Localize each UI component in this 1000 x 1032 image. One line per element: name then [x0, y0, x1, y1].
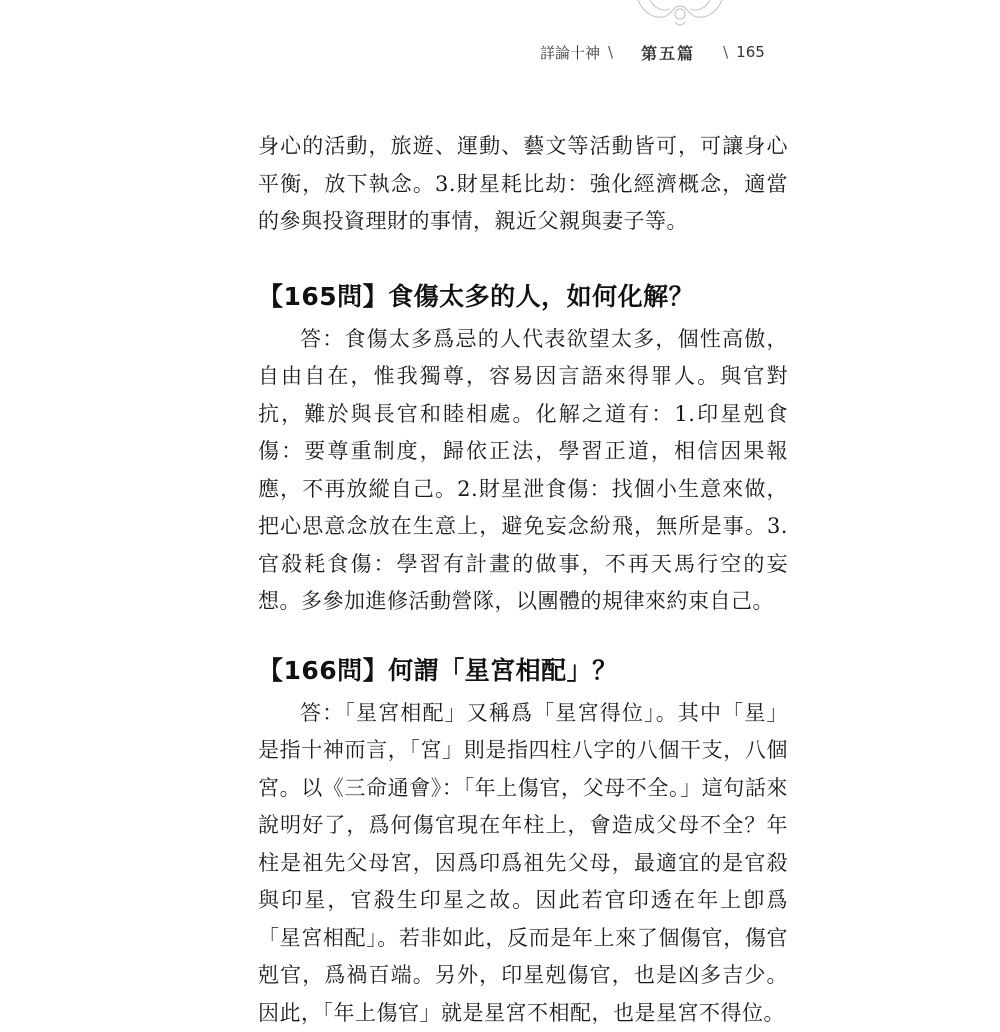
page-number: 165: [736, 43, 765, 61]
intro-paragraph: 身心的活動，旅遊、運動、藝文等活動皆可，可讓身心平衡，放下執念。3.財星耗比劫：強化經濟概念，適當的參與投資理財的事情，親近父親與妻子等。: [258, 128, 788, 241]
header-separator-2: \: [723, 43, 728, 61]
part-title: 第五篇: [641, 41, 695, 64]
question-166-answer: 答：「星宮相配」又稱爲「星宮得位」。其中「星」是指十神而言，「宮」則是指四柱八字的八個干支，八個宮。以《三命通會》：「年上傷官，父母不全。」這句話來說明好了，爲何傷官現在年柱上，會造成父母不全？年柱是祖先父母宮，因爲印爲祖先父母，最適宜的是官殺與印星，官殺生印星之故。因此若官印透在年上卽爲「星宮相配」。若非如此，反而是年上來了個傷官，傷官剋官，爲禍百端。另外，印星剋傷官，也是凶多吉少。因此，「年上傷官」就是星宮不相配，也是星宮不得位。: [258, 695, 788, 1032]
decorative-ornament-icon: [630, 0, 730, 28]
header-separator: \: [608, 43, 613, 61]
question-165-heading: 【165問】食傷太多的人，如何化解？: [258, 277, 788, 317]
question-166-heading: 【166問】何謂「星宮相配」？: [258, 651, 788, 691]
chapter-title: 詳論十神: [540, 42, 600, 63]
page-body: [258, 128, 788, 1032]
running-header: [540, 40, 780, 64]
question-165-answer: 答：食傷太多爲忌的人代表欲望太多，個性高傲，自由自在，惟我獨尊，容易因言語來得罪人。與官對抗，難於與長官和睦相處。化解之道有：1.印星剋食傷：要尊重制度，歸依正法，學習正道，相信因果報應，不再放縱自己。2.財星泄食傷：找個小生意來做，把心思意念放在生意上，避免妄念紛飛，無所是事。3.官殺耗食傷：學習有計畫的做事，不再天馬行空的妄想。多參加進修活動營隊，以團體的規律來約束自己。: [258, 321, 788, 621]
